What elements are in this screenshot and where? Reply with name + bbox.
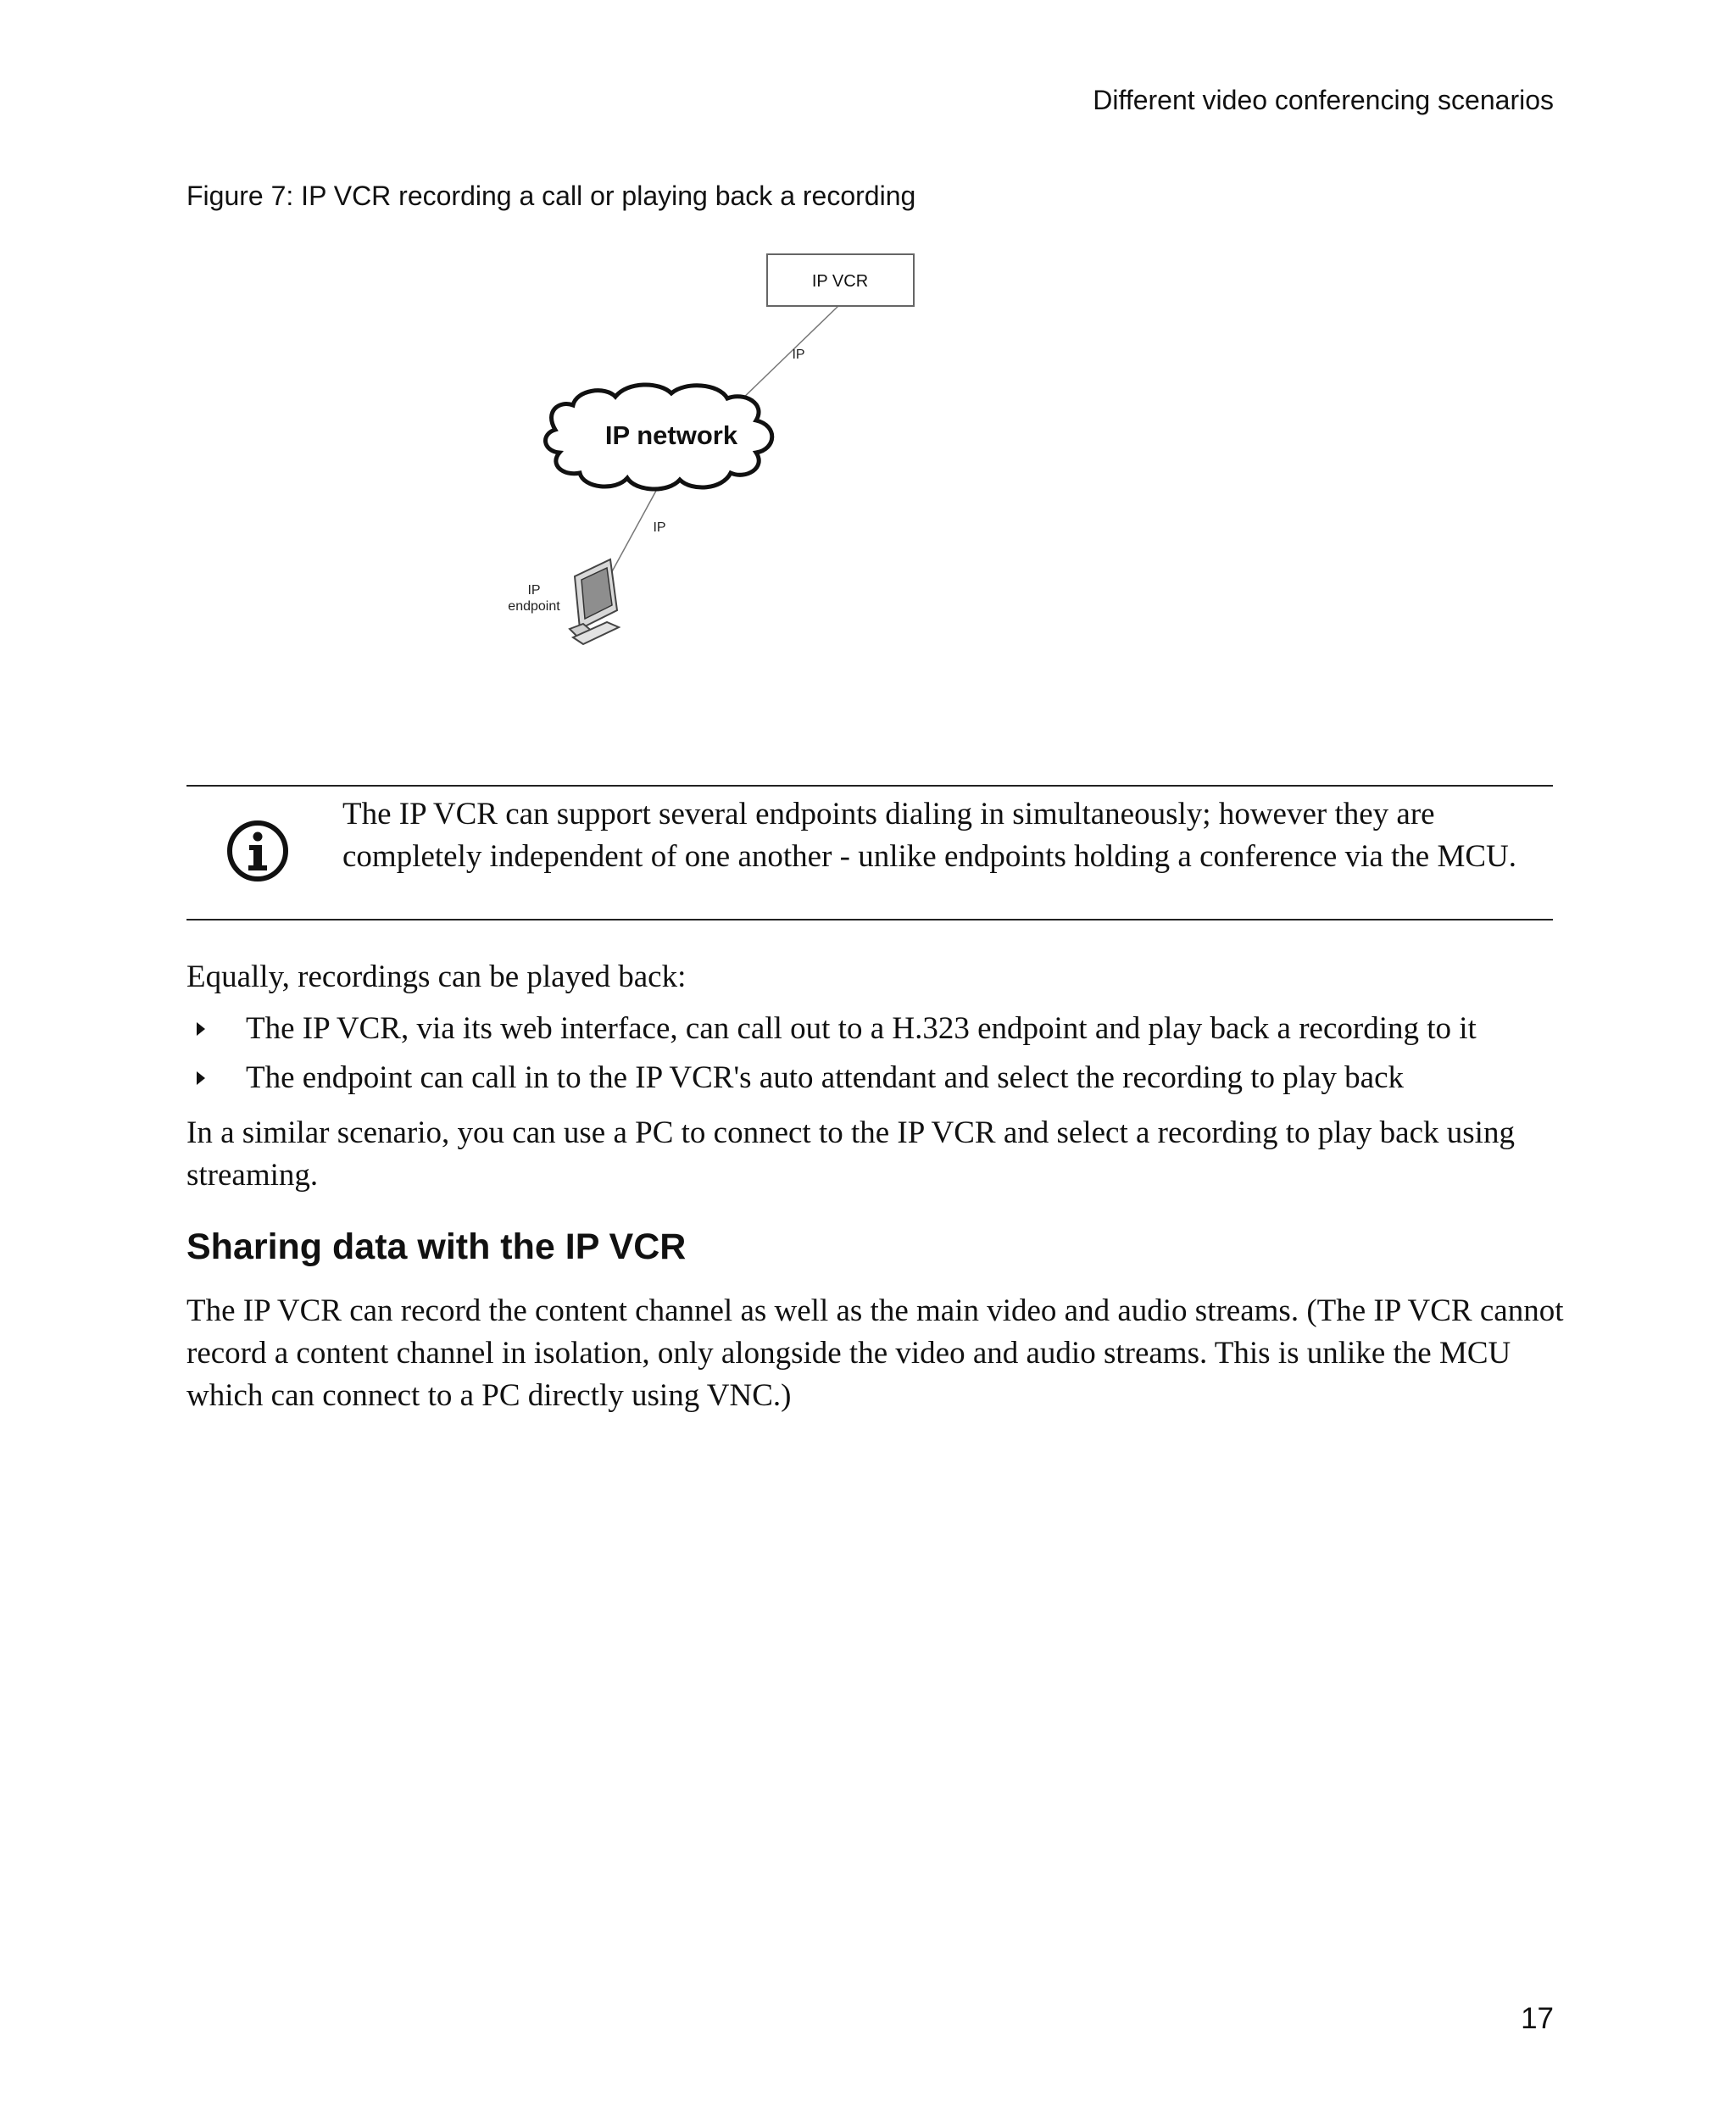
link-vcr-network <box>737 305 839 403</box>
streaming-paragraph: In a similar scenario, you can use a PC to connect to the IP VCR and select a recording to play back using streaming. <box>186 1115 1515 1193</box>
bullet-text: The endpoint can call in to the IP VCR's auto attendant and select the recording to play back <box>246 1060 1405 1095</box>
note-bottom-rule <box>186 919 1553 920</box>
playback-bullet-list <box>186 1004 1564 1103</box>
note-top-rule <box>186 785 1553 787</box>
list-item <box>186 1054 1564 1103</box>
endpoint-label-line1: IP <box>527 583 541 598</box>
ip-network-cloud <box>546 385 772 489</box>
note-line-1: The IP VCR can support several endpoints dialing in simultaneously; however they are <box>342 797 1435 831</box>
ip-vcr-label: IP VCR <box>811 272 869 291</box>
running-header: Different video conferencing scenarios <box>1093 85 1554 115</box>
note-text <box>342 793 1563 878</box>
section-heading: Sharing data with the IP VCR <box>186 1226 687 1267</box>
link-top-label: IP <box>792 348 805 362</box>
endpoint-monitor-icon <box>570 559 619 644</box>
page-number: 17 <box>1521 2002 1554 2035</box>
intro-paragraph: Equally, recordings can be played back: <box>186 959 687 994</box>
network-diagram <box>492 246 932 653</box>
bullet-arrow-icon <box>197 1071 205 1085</box>
sharing-paragraph: The IP VCR can record the content channel as well as the main video and audio streams. (The IP VCR cannot record a content channel in isolation, only alongside the video and audio streams. This is unlike the MCU which can connect to a PC directly using VNC.) <box>186 1293 1564 1413</box>
endpoint-label-line2: endpoint <box>508 599 560 614</box>
bullet-text: The IP VCR, via its web interface, can call out to a H.323 endpoint and play back a recording to it <box>246 1011 1477 1046</box>
note-line-2: completely independent of one another - unlike endpoints holding a conference via the MCU. <box>342 839 1517 874</box>
ip-vcr-node <box>767 254 914 306</box>
list-item <box>186 1004 1564 1054</box>
info-icon <box>225 819 290 883</box>
figure-caption: Figure 7: IP VCR recording a call or playing back a recording <box>186 181 916 211</box>
ip-network-label: IP network <box>604 420 738 450</box>
bullet-arrow-icon <box>197 1022 205 1036</box>
link-bottom-label: IP <box>653 520 666 535</box>
